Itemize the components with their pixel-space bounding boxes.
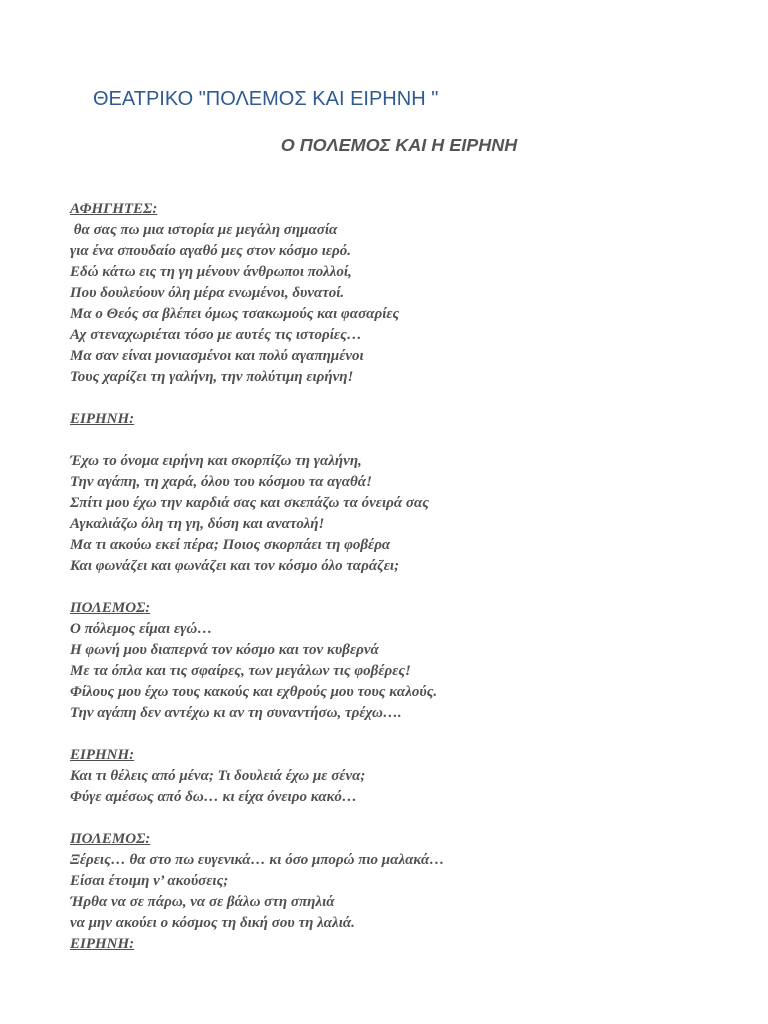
- verse-line: Αγκαλιάζω όλη τη γη, δύση και ανατολή!: [70, 516, 325, 532]
- verse-line: Μα τι ακούω εκεί πέρα; Ποιος σκορπάει τη φοβέρα: [70, 537, 391, 553]
- stanza-break: [70, 388, 730, 409]
- verse-line: Φίλους μου έχω τους κακούς και εχθρούς μου τους καλούς.: [70, 684, 438, 700]
- verse-line: Η φωνή μου διαπερνά τον κόσμο και τον κυβερνά: [70, 642, 379, 658]
- verse-line: Έχω το όνομα ειρήνη και σκορπίζω τη γαλήνη,: [70, 453, 362, 469]
- verse-line: Είσαι έτοιμη ν’ ακούσεις;: [70, 873, 229, 889]
- verse-line: να μην ακούει ο κόσμος τη δική σου τη λαλιά.: [70, 915, 355, 931]
- verse-line: Μα ο Θεός σα βλέπει όμως τσακωμούς και φασαρίες: [70, 306, 400, 322]
- speaker-peace: ΕΙΡΗΝΗ:: [70, 411, 135, 427]
- stanza-break: [70, 430, 730, 451]
- verse-line: Εδώ κάτω εις τη γη μένουν άνθρωποι πολλοί,: [70, 264, 352, 280]
- verse-line: Τους χαρίζει τη γαλήνη, την πολύτιμη ειρήνη!: [70, 369, 354, 385]
- verse-line: για ένα σπουδαίο αγαθό μες στον κόσμο ιερό.: [70, 243, 352, 259]
- speaker-peace: ΕΙΡΗΝΗ:: [70, 747, 135, 763]
- verse-line: Σπίτι μου έχω την καρδιά σας και σκεπάζω τα όνειρά σας: [70, 495, 429, 511]
- speaker-narrators: ΑΦΗΓΗΤΕΣ:: [70, 201, 158, 217]
- play-script: [70, 199, 730, 955]
- verse-line: Που δουλεύουν όλη μέρα ενωμένοι, δυνατοί.: [70, 285, 345, 301]
- verse-line: Φύγε αμέσως από δω… κι είχα όνειρο κακό…: [70, 789, 357, 805]
- verse-line: Με τα όπλα και τις σφαίρες, των μεγάλων τις φοβέρες!: [70, 663, 411, 679]
- stanza-break: [70, 724, 730, 745]
- stanza-break: [70, 808, 730, 829]
- verse-line: Την αγάπη δεν αντέχω κι αν τη συναντήσω, τρέχω….: [70, 705, 402, 721]
- verse-line: Ο πόλεμος είμαι εγώ…: [70, 621, 213, 637]
- stanza-break: [70, 577, 730, 598]
- document-subtitle: Ο ΠΟΛΕΜΟΣ ΚΑΙ Η ΕΙΡΗΝΗ: [280, 135, 518, 155]
- speaker-war: ΠΟΛΕΜΟΣ:: [70, 600, 151, 616]
- verse-line: Και φωνάζει και φωνάζει και τον κόσμο όλο ταράζει;: [70, 558, 400, 574]
- verse-line: Την αγάπη, τη χαρά, όλου του κόσμου τα αγαθά!: [70, 474, 372, 490]
- verse-line: Ξέρεις… θα στο πω ευγενικά… κι όσο μπορώ πιο μαλακά…: [70, 852, 445, 868]
- verse-line: Και τι θέλεις από μένα; Τι δουλειά έχω με σένα;: [70, 768, 366, 784]
- verse-line: Ήρθα να σε πάρω, να σε βάλω στη σπηλιά: [70, 894, 335, 910]
- speaker-peace: ΕΙΡΗΝΗ:: [70, 936, 135, 952]
- verse-line: Μα σαν είναι μονιασμένοι και πολύ αγαπημένοι: [70, 348, 364, 364]
- speaker-war: ΠΟΛΕΜΟΣ:: [70, 831, 151, 847]
- verse-line: Αχ στεναχωριέται τόσο με αυτές τις ιστορίες…: [70, 327, 362, 343]
- document-title: ΘΕΑΤΡΙΚΟ "ΠΟΛΕΜΟΣ ΚΑΙ ΕΙΡΗΝΗ ": [93, 88, 439, 110]
- verse-line: θα σας πω μια ιστορία με μεγάλη σημασία: [70, 222, 338, 238]
